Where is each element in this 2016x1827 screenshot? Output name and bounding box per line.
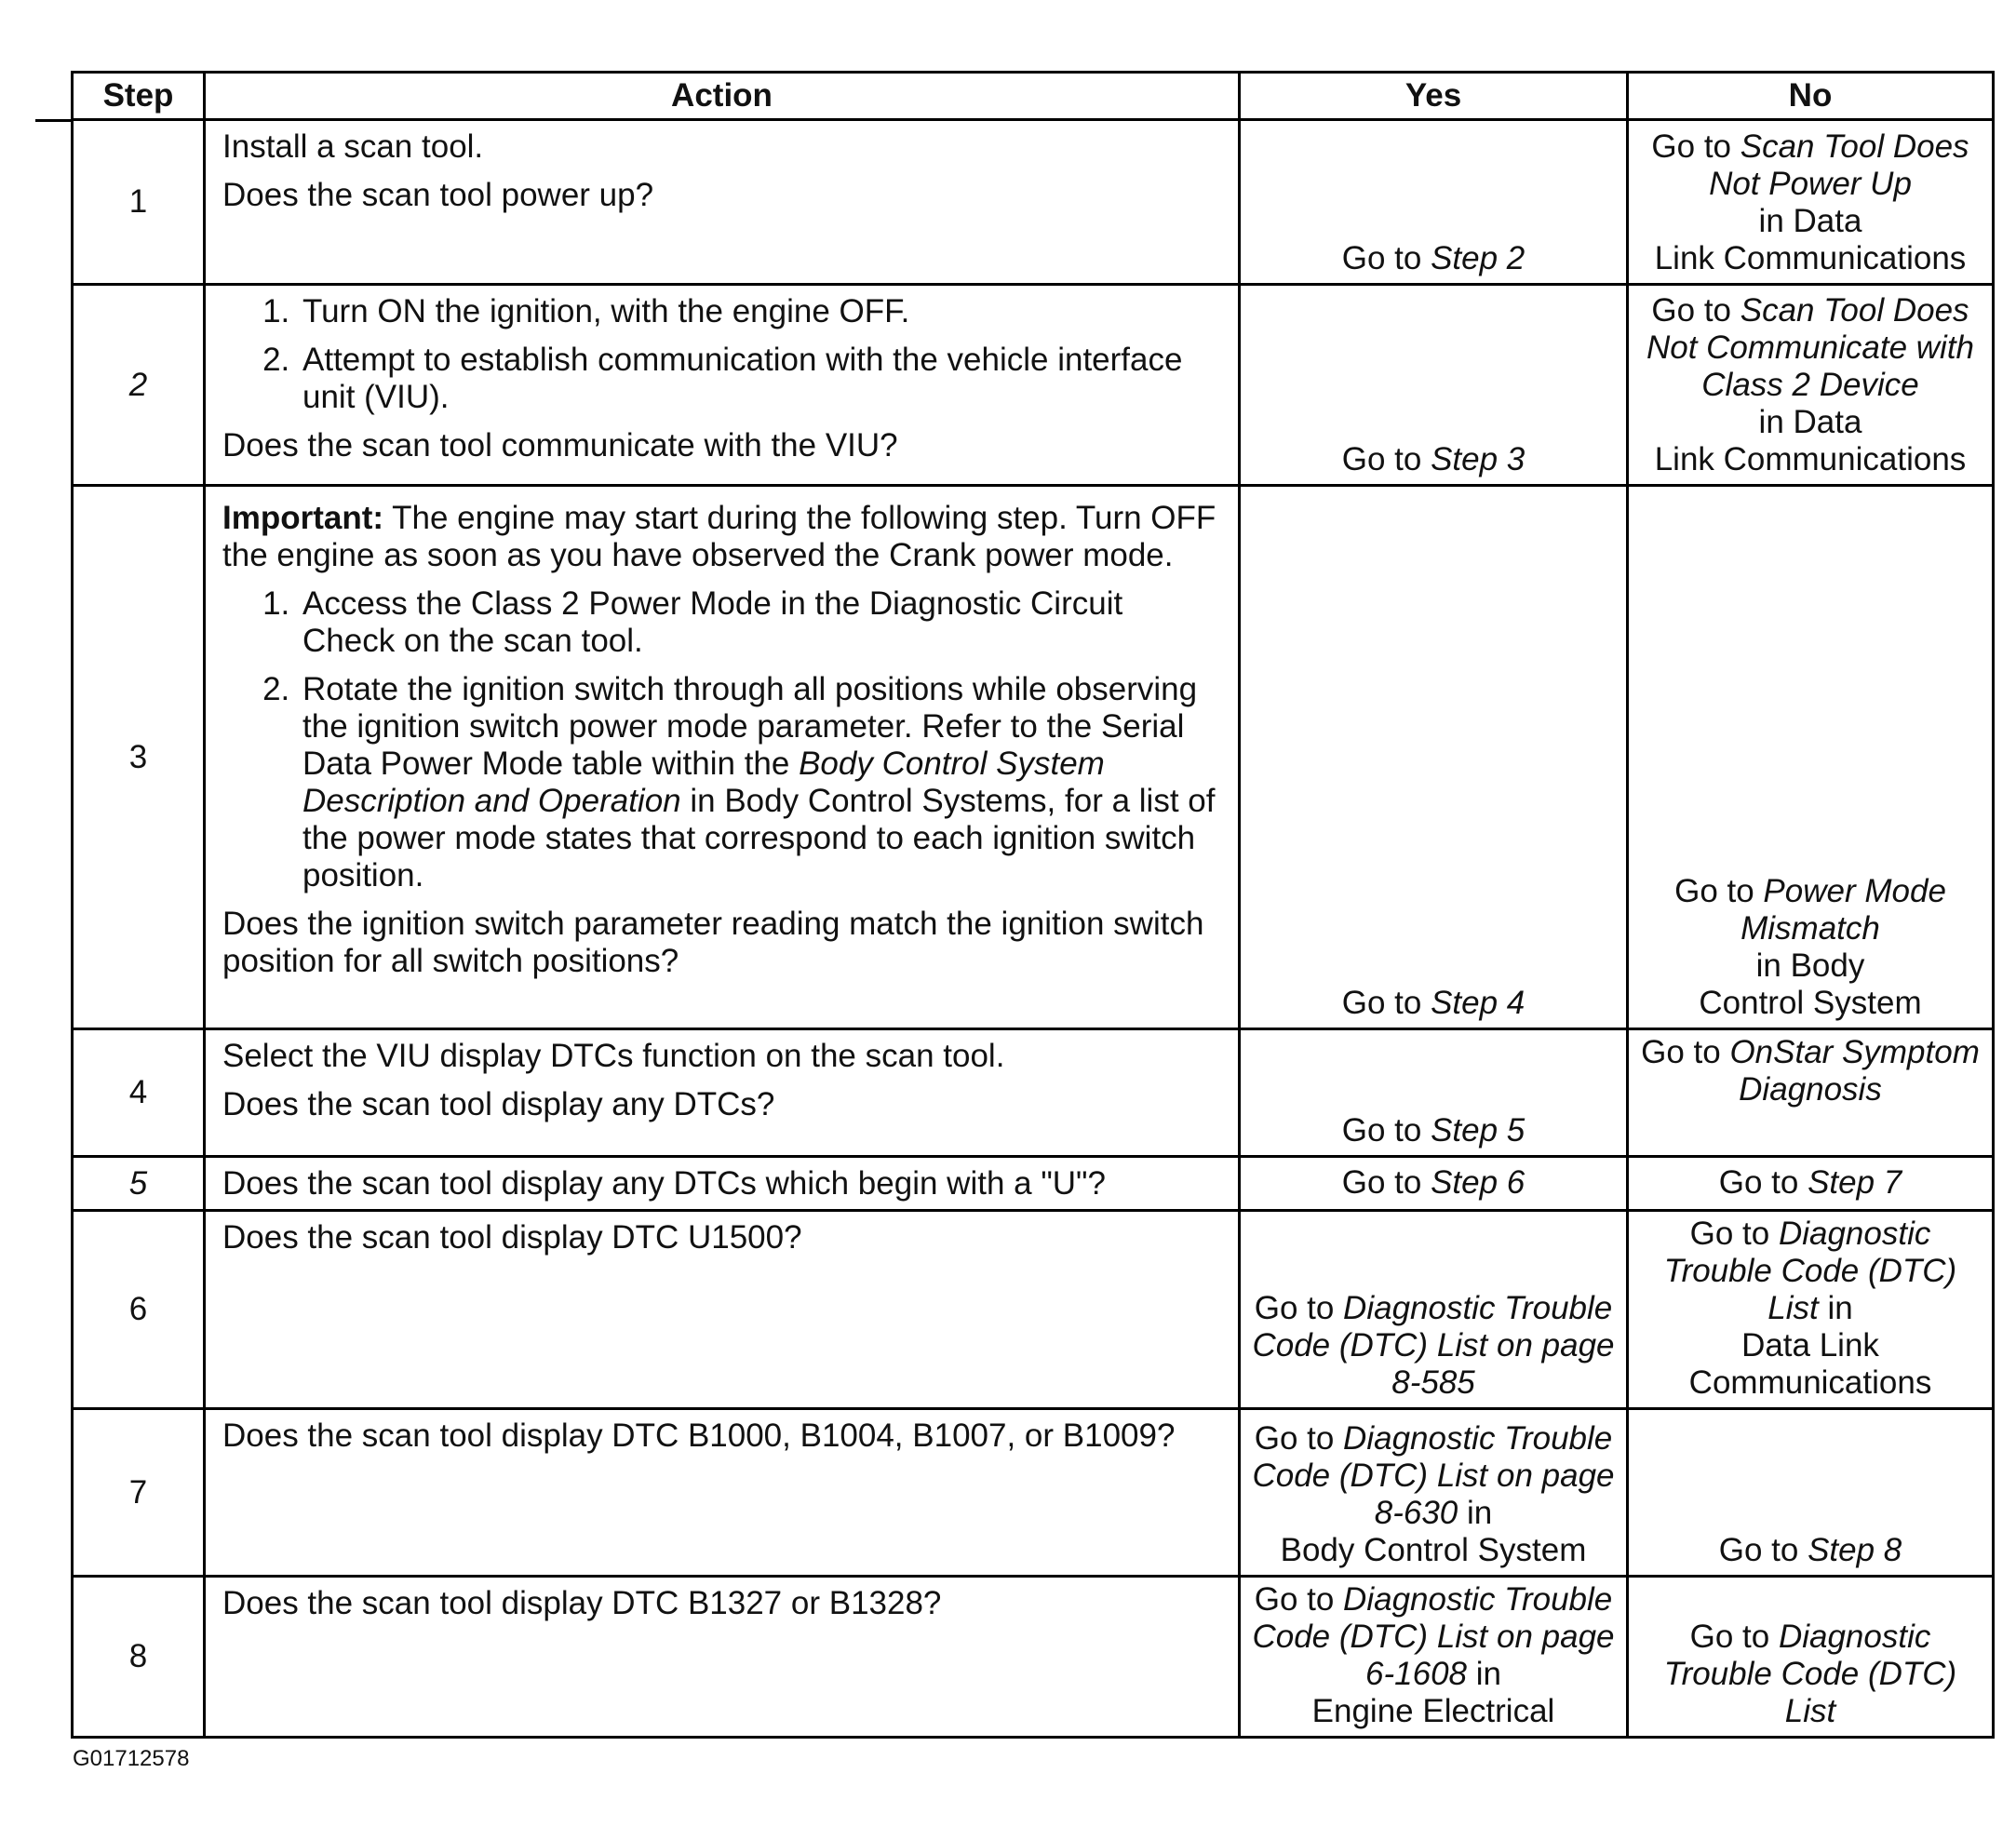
action-cell [205, 1029, 1240, 1157]
no-ref: Step 8 [1808, 1532, 1902, 1568]
action-steps [222, 293, 1223, 416]
no-cell: Go to Power Mode Mismatch in Body Control System [1628, 486, 1994, 1029]
yes-cell: Go to Step 3 [1240, 285, 1628, 486]
no-ref: Step 7 [1808, 1163, 1902, 1201]
action-question: Does the ignition switch parameter reading match the ignition switch position for all switch positions? [222, 906, 1204, 979]
header-yes: Yes [1240, 73, 1628, 120]
header-action: Action [205, 73, 1240, 120]
table-row [73, 1157, 1994, 1211]
no-cell: Go to Diagnostic Trouble Code (DTC) List [1628, 1577, 1994, 1738]
margin-rule [35, 119, 73, 122]
action-question: Does the scan tool display DTC B1327 or B1328? [222, 1585, 942, 1621]
no-cell: Go to Scan Tool Does Not Communicate with Class 2 Device in Data Link Communications [1628, 285, 1994, 486]
header-no: No [1628, 73, 1994, 120]
header-row [73, 73, 1994, 120]
no-ref: OnStar Symptom Diagnosis [1729, 1034, 1980, 1108]
yes-ref: Step 6 [1431, 1163, 1525, 1201]
step-number: 5 [73, 1157, 205, 1211]
table-row [73, 285, 1994, 486]
yes-cell: Go to Step 2 [1240, 120, 1628, 285]
yes-cell: Go to Step 4 [1240, 486, 1628, 1029]
action-cell [205, 285, 1240, 486]
yes-cell: Go to Step 5 [1240, 1029, 1628, 1157]
step-number: 8 [73, 1577, 205, 1738]
action-step-item: 1. Access the Class 2 Power Mode in the Diagnostic Circuit Check on the scan tool. [299, 585, 1223, 660]
action-question: Does the scan tool communicate with the VIU? [222, 427, 898, 463]
action-step-item: 2. Rotate the ignition switch through all positions while observing the ignition switch power mode parameter. Refer to the Serial Data Power Mode table within the Body Control System Description and Operation in Body Control Systems, for a list of the power mode states that correspond to each ignition switch position. [299, 671, 1223, 894]
yes-ref: Diagnostic Trouble Code (DTC) List on page 6-1608 [1252, 1581, 1615, 1692]
header-step: Step [73, 73, 205, 120]
diagnostic-table [71, 71, 1995, 1739]
no-cell: Go to OnStar Symptom Diagnosis [1628, 1029, 1994, 1157]
step-number: 4 [73, 1029, 205, 1157]
table-row [73, 1577, 1994, 1738]
action-cell [205, 1157, 1240, 1211]
action-step-item: 2. Attempt to establish communication with the vehicle interface unit (VIU). [299, 342, 1223, 416]
step-number: 2 [73, 285, 205, 486]
important-note: Important: The engine may start during the following step. Turn OFF the engine as soon as you have observed the Crank power mode. [222, 500, 1216, 573]
yes-cell: Go to Step 6 [1240, 1157, 1628, 1211]
yes-ref: Diagnostic Trouble Code (DTC) List on page 8-585 [1252, 1290, 1615, 1401]
table-row [73, 120, 1994, 285]
yes-cell: Go to Diagnostic Trouble Code (DTC) List on page 8-630 in Body Control System [1240, 1409, 1628, 1577]
no-ref: Scan Tool Does Not Power Up [1709, 128, 1969, 202]
yes-ref: Diagnostic Trouble Code (DTC) List on page 8-630 [1252, 1420, 1615, 1531]
action-cell [205, 1409, 1240, 1577]
no-ref: Diagnostic Trouble Code (DTC) List [1663, 1619, 1957, 1729]
no-cell: Go to Step 8 [1628, 1409, 1994, 1577]
no-cell: Go to Step 7 [1628, 1157, 1994, 1211]
action-step-item: 1. Turn ON the ignition, with the engine OFF. [299, 293, 1223, 330]
action-steps [222, 585, 1223, 894]
yes-ref: Step 5 [1431, 1112, 1525, 1149]
table-row [73, 1029, 1994, 1157]
no-cell: Go to Diagnostic Trouble Code (DTC) List in Data Link Communications [1628, 1211, 1994, 1409]
step-number: 3 [73, 486, 205, 1029]
action-question: Does the scan tool display any DTCs which begin with a "U"? [222, 1164, 1106, 1202]
action-cell [205, 486, 1240, 1029]
action-ref: Body Control System Description and Operation [302, 746, 1105, 819]
action-question: Does the scan tool display DTC B1000, B1004, B1007, or B1009? [222, 1417, 1176, 1454]
yes-cell: Go to Diagnostic Trouble Code (DTC) List on page 8-585 [1240, 1211, 1628, 1409]
no-ref: Power Mode Mismatch [1740, 873, 1946, 947]
action-cell [205, 120, 1240, 285]
important-label: Important: [222, 500, 384, 536]
table-row [73, 1211, 1994, 1409]
action-cell [205, 1577, 1240, 1738]
action-question: Does the scan tool display DTC U1500? [222, 1219, 802, 1256]
no-ref: Diagnostic Trouble Code (DTC) List [1663, 1216, 1957, 1326]
no-ref: Scan Tool Does Not Communicate with Class 2 Device [1646, 292, 1975, 403]
yes-ref: Step 4 [1431, 985, 1525, 1021]
figure-id: G01712578 [73, 1746, 190, 1771]
no-cell: Go to Scan Tool Does Not Power Up in Data Link Communications [1628, 120, 1994, 285]
action-line: Install a scan tool. [222, 128, 484, 165]
action-cell [205, 1211, 1240, 1409]
action-question: Does the scan tool display any DTCs? [222, 1086, 775, 1122]
step-number: 7 [73, 1409, 205, 1577]
table-row [73, 1409, 1994, 1577]
step-number: 1 [73, 120, 205, 285]
action-question: Does the scan tool power up? [222, 177, 654, 213]
action-line: Select the VIU display DTCs function on the scan tool. [222, 1038, 1005, 1074]
table-row [73, 486, 1994, 1029]
step-number: 6 [73, 1211, 205, 1409]
yes-ref: Step 2 [1431, 240, 1525, 276]
yes-cell: Go to Diagnostic Trouble Code (DTC) List on page 6-1608 in Engine Electrical [1240, 1577, 1628, 1738]
yes-ref: Step 3 [1431, 441, 1525, 477]
